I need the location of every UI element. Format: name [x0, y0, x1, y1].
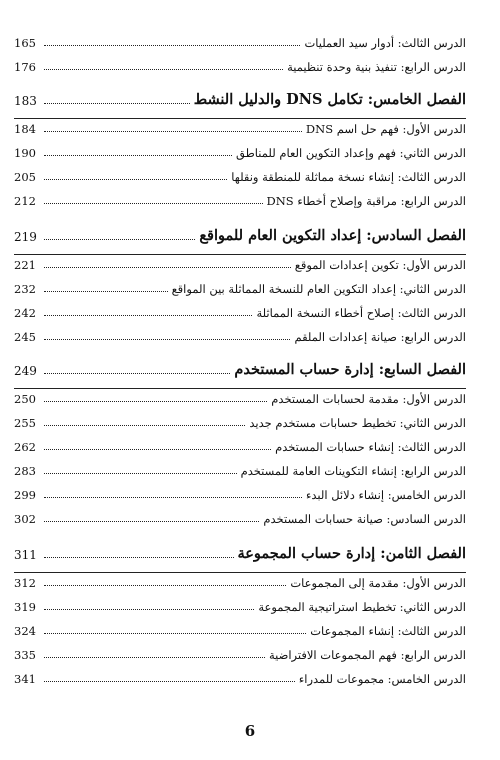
dot-leader — [44, 69, 283, 70]
lesson-title: الدرس الأول: مقدمة لحسابات المستخدم — [271, 392, 466, 406]
lesson-title: الدرس الأول: تكوين إعدادات الموقع — [294, 258, 466, 272]
dot-leader — [44, 373, 230, 374]
chapter-entry — [14, 540, 466, 562]
lesson-title: الدرس الثاني: إعداد التكوين العام للنسخة المماثلة بين المواقع — [171, 282, 466, 296]
dot-leader — [44, 557, 234, 558]
lesson-title: الدرس الثاني: تخطيط استراتيجية المجموعة — [258, 600, 466, 614]
lesson-title: الدرس الرابع: مراقبة وإصلاح أخطاء DNS — [266, 194, 466, 208]
lesson-title: الدرس الثالث: إنشاء حسابات المستخدم — [275, 440, 466, 454]
dot-leader — [44, 45, 300, 46]
entry-page-number: 205 — [14, 170, 36, 184]
chapter-entry — [14, 356, 466, 378]
lesson-entry — [14, 52, 466, 74]
lesson-entry — [14, 480, 466, 502]
entry-page-number: 299 — [14, 488, 36, 502]
lesson-title: الدرس الثالث: إنشاء نسخة مماثلة للمنطقة ونقلها — [231, 170, 466, 184]
entry-page-number: 341 — [14, 672, 36, 686]
dot-leader — [44, 291, 168, 292]
entry-page-number: 311 — [14, 548, 37, 562]
lesson-entry — [14, 298, 466, 320]
chapter-title: الفصل الثامن: إدارة حساب المجموعة — [237, 545, 466, 562]
lesson-title: الدرس الرابع: فهم المجموعات الافتراضية — [268, 648, 466, 662]
lesson-title: الدرس الثالث: أدوار سيد العمليات — [304, 36, 466, 50]
lesson-entry — [14, 664, 466, 686]
entry-page-number: 324 — [14, 624, 36, 638]
dot-leader — [44, 473, 237, 474]
lesson-entry — [14, 616, 466, 638]
entry-page-number: 183 — [14, 94, 37, 108]
lesson-title: الدرس الخامس: إنشاء دلائل البدء — [305, 488, 466, 502]
dot-leader — [44, 131, 302, 132]
dot-leader — [44, 585, 286, 586]
entry-page-number: 190 — [14, 146, 36, 160]
lesson-entry — [14, 640, 466, 662]
chapter-title: الفصل السابع: إدارة حساب المستخدم — [234, 361, 466, 378]
chapter-divider — [14, 388, 466, 389]
entry-page-number: 283 — [14, 464, 36, 478]
lesson-title: الدرس الخامس: مجموعات للمدراء — [298, 672, 466, 686]
entry-page-number: 312 — [14, 576, 36, 590]
dot-leader — [44, 155, 232, 156]
lesson-title: الدرس الأول: مقدمة إلى المجموعات — [290, 576, 466, 590]
dot-leader — [44, 239, 195, 240]
entry-page-number: 176 — [14, 60, 36, 74]
dot-leader — [44, 401, 267, 402]
dot-leader — [44, 497, 302, 498]
dot-leader — [44, 657, 265, 658]
lesson-title: الدرس الثاني: فهم وإعداد التكوين العام للمناطق — [236, 146, 466, 160]
chapter-entry — [14, 222, 466, 244]
lesson-entry — [14, 456, 466, 478]
lesson-title: الدرس الأول: فهم حل اسم DNS — [305, 122, 466, 136]
entry-page-number: 250 — [14, 392, 36, 406]
lesson-entry — [14, 322, 466, 344]
lesson-title: الدرس الثاني: تخطيط حسابات مستخدم جديد — [249, 416, 466, 430]
lesson-entry — [14, 432, 466, 454]
lesson-entry — [14, 138, 466, 160]
lesson-title: الدرس الثالث: إصلاح أخطاء النسخة المماثلة — [256, 306, 466, 320]
lesson-entry — [14, 162, 466, 184]
dot-leader — [44, 681, 295, 682]
entry-page-number: 245 — [14, 330, 36, 344]
lesson-title: الدرس السادس: صيانة حسابات المستخدم — [263, 512, 466, 526]
lesson-entry — [14, 592, 466, 614]
entry-page-number: 165 — [14, 36, 36, 50]
dot-leader — [44, 449, 271, 450]
chapter-divider — [14, 572, 466, 573]
entry-page-number: 242 — [14, 306, 36, 320]
dot-leader — [44, 179, 227, 180]
dot-leader — [44, 315, 252, 316]
lesson-title: الدرس الرابع: صيانة إعدادات الملقم — [294, 330, 466, 344]
lesson-entry — [14, 28, 466, 50]
entry-page-number: 255 — [14, 416, 36, 430]
dot-leader — [44, 609, 254, 610]
entry-page-number: 262 — [14, 440, 36, 454]
entry-page-number: 184 — [14, 122, 36, 136]
page-number: 6 — [244, 722, 256, 740]
lesson-title: الدرس الثالث: إنشاء المجموعات — [310, 624, 466, 638]
chapter-divider — [14, 118, 466, 119]
entry-page-number: 212 — [14, 194, 36, 208]
entry-page-number: 221 — [14, 258, 36, 272]
entry-page-number: 219 — [14, 230, 37, 244]
entry-page-number: 302 — [14, 512, 36, 526]
lesson-entry — [14, 408, 466, 430]
lesson-title: الدرس الرابع: إنشاء التكوينات العامة للمستخدم — [240, 464, 466, 478]
dot-leader — [44, 425, 245, 426]
dot-leader — [44, 203, 263, 204]
chapter-title: الفصل السادس: إعداد التكوين العام للمواقع — [199, 227, 466, 244]
chapter-title: الفصل الخامس: تكامل DNS والدليل النشط — [193, 91, 466, 108]
lesson-entry — [14, 186, 466, 208]
chapter-divider — [14, 254, 466, 255]
dot-leader — [44, 633, 306, 634]
entry-page-number: 249 — [14, 364, 37, 378]
entry-page-number: 319 — [14, 600, 36, 614]
dot-leader — [44, 267, 291, 268]
lesson-entry — [14, 504, 466, 526]
entry-page-number: 232 — [14, 282, 36, 296]
dot-leader — [44, 103, 190, 104]
chapter-entry — [14, 86, 466, 108]
dot-leader — [44, 521, 259, 522]
dot-leader — [44, 339, 290, 340]
lesson-title: الدرس الرابع: تنفيذ بنية وحدة تنظيمية — [287, 60, 466, 74]
lesson-entry — [14, 274, 466, 296]
entry-page-number: 335 — [14, 648, 36, 662]
